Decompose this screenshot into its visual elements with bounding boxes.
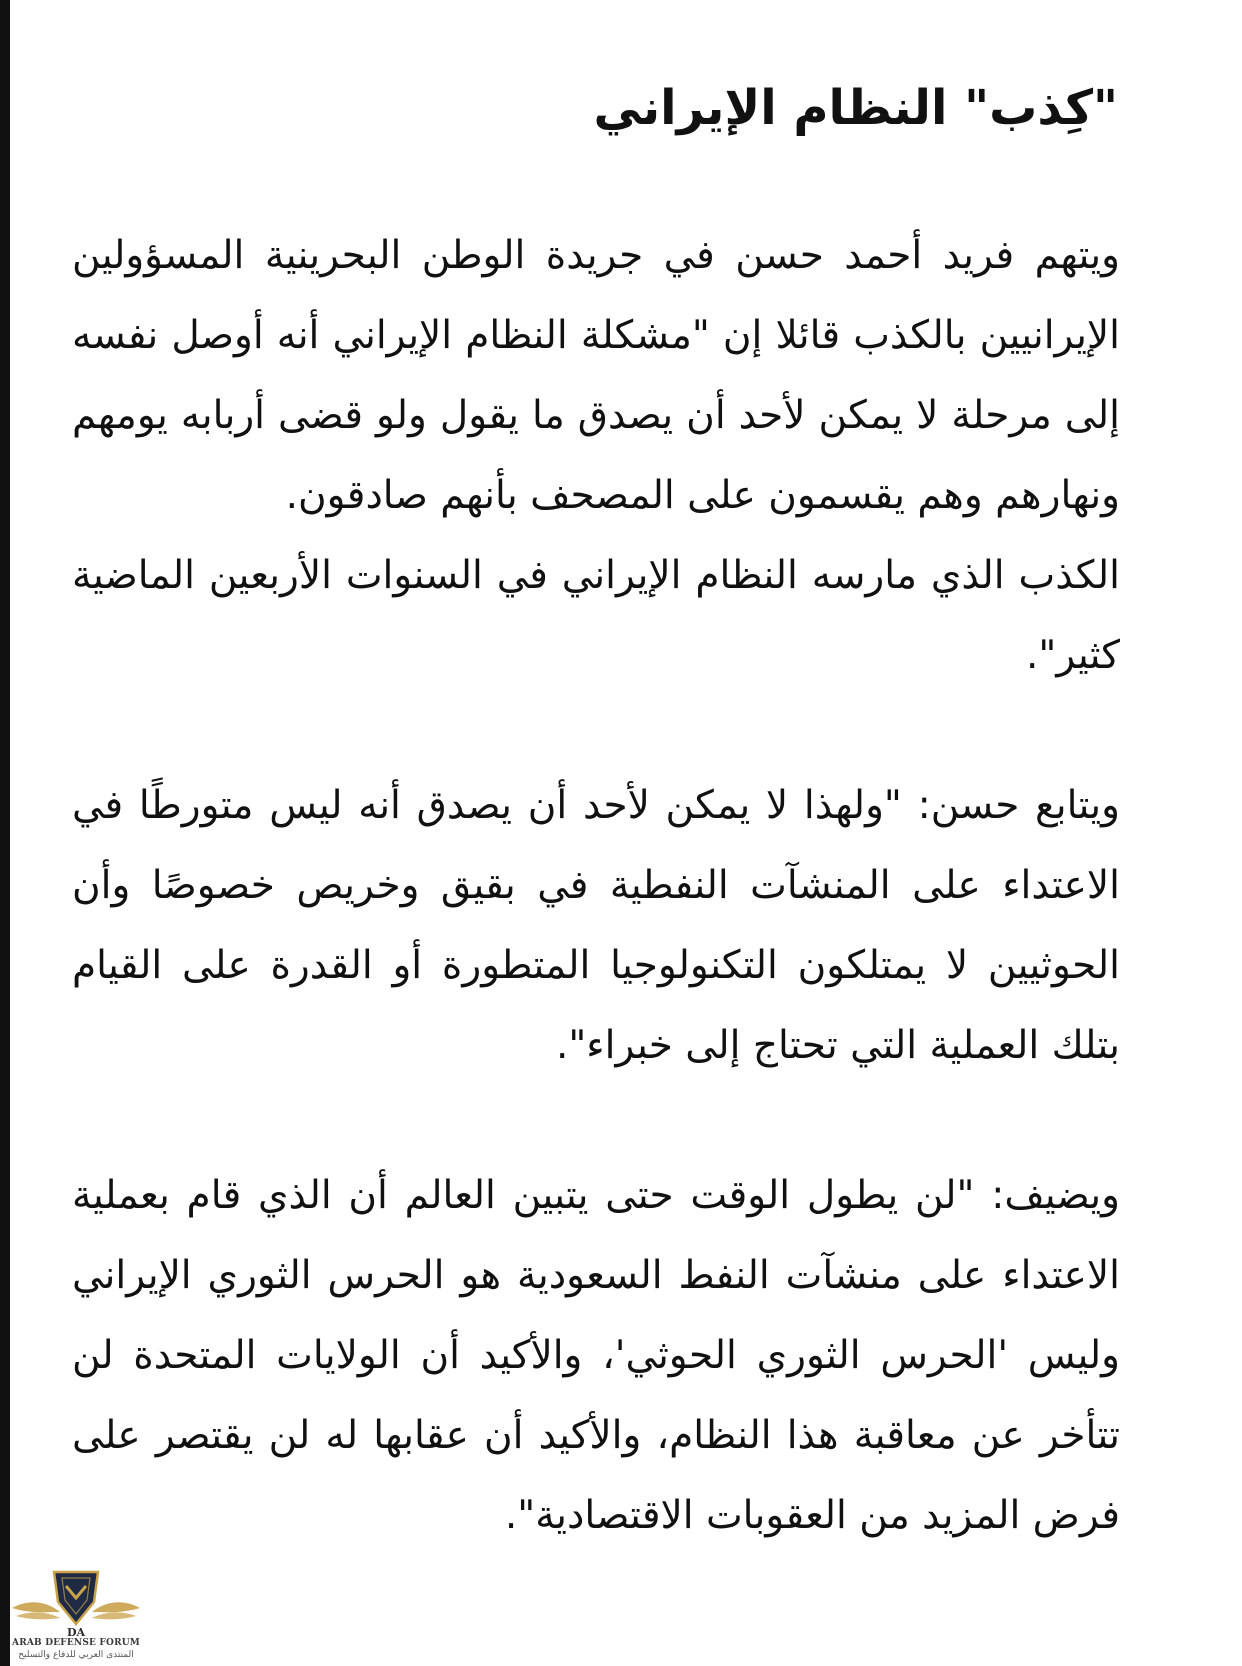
watermark-name-ar: المنتدى العربي للدفاع والتسليح [18, 1650, 134, 1660]
left-edge-bar [0, 0, 10, 1666]
article [72, 60, 1120, 1556]
logo-monogram: DA [66, 1626, 86, 1639]
watermark-name-en: ARAB DEFENSE FORUM [12, 1638, 140, 1648]
paragraph-1: ويتهم فريد أحمد حسن في جريدة الوطن البحرينية المسؤولين الإيرانيين بالكذب قائلا إن "مشكلة النظام الإيراني أنه أوصل نفسه إلى مرحلة لا يمكن لأحد أن يصدق ما يقول ولو قضى أربابه يومهم ونهارهم وهم يقسمون على المصحف بأنهم صادقون. [72, 233, 1120, 518]
forum-logo-icon [10, 1568, 142, 1640]
watermark [10, 1568, 142, 1662]
paragraph-2: الكذب الذي مارسه النظام الإيراني في السنوات الأربعين الماضية كثير". [72, 553, 1120, 678]
paragraph-3: ويتابع حسن: "ولهذا لا يمكن لأحد أن يصدق أنه ليس متورطًا في الاعتداء على المنشآت النفطية في بقيق وخريص خصوصًا وأن الحوثيين لا يمتلكون التكنولوجيا المتطورة أو القدرة على القيام بتلك العملية التي تحتاج إلى خبراء". [72, 783, 1120, 1068]
paragraph-4: ويضيف: "لن يطول الوقت حتى يتبين العالم أن الذي قام بعملية الاعتداء على منشآت النفط السعودية هو الحرس الثوري الإيراني وليس 'الحرس الثوري الحوثي'، والأكيد أن الولايات المتحدة لن تتأخر عن معاقبة هذا النظام، والأكيد أن عقابها له لن يقتصر على فرض المزيد من العقوبات الاقتصادية". [72, 1173, 1120, 1538]
article-title: "كِذب" النظام الإيراني [593, 80, 1118, 136]
